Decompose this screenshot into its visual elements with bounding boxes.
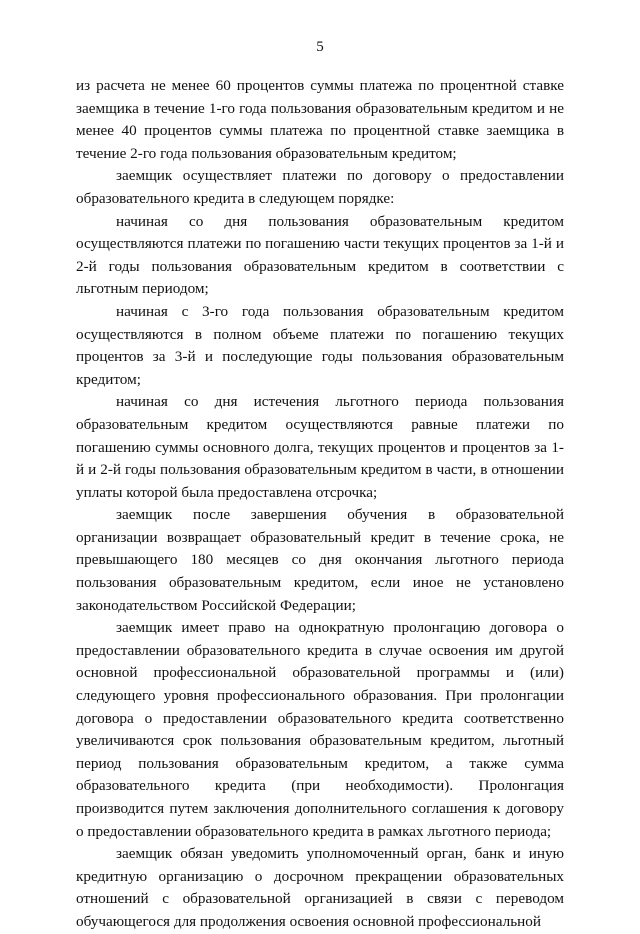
paragraph-6: заемщик после завершения обучения в образовательной организации возвращает образовательный кредит в течение срока, не превышающего 180 месяцев со дня окончания льготного периода пользования образовательным кредитом, если иное не установлено законодательством Российской Федерации; — [76, 506, 564, 614]
paragraph-7: заемщик имеет право на однократную пролонгацию договора о предоставлении образовательного кредита в случае освоения им другой основной профессиональной образовательной программы и (или) следующего уровня профессионального образования. При пролонгации договора о предоставлении образовательного кредита соответственно увеличиваются срок пользования образовательным кредитом, льготный период пользования образовательным кредитом, а также сумма образовательного кредита (при необходимости). Пролонгация производится путем заключения дополнительного соглашения к договору о предоставлении образовательного кредита в рамках льготного периода; — [76, 619, 564, 840]
page-number: 5 — [316, 39, 324, 55]
document-body — [76, 75, 564, 934]
paragraph-1: из расчета не менее 60 процентов суммы платежа по процентной ставке заемщика в течение 1-го года пользования образовательным кредитом и не менее 40 процентов суммы платежа по процентной ставке заемщика в течение 2-го года пользования образовательным кредитом; — [76, 77, 564, 162]
paragraph-4: начиная с 3-го года пользования образовательным кредитом осуществляются в полном объеме платежи по погашению текущих процентов за 3-й и последующие годы пользования образовательным кредитом; — [76, 302, 564, 388]
paragraph-3: начиная со дня пользования образовательным кредитом осуществляются платежи по погашению части текущих процентов за 1-й и 2-й годы пользования образовательным кредитом в соответствии с льготным периодом; — [76, 212, 564, 298]
paragraph-5: начиная со дня истечения льготного периода пользования образовательным кредитом осуществляются равные платежи по погашению суммы основного долга, текущих процентов и процентов за 1-й и 2-й годы пользования образовательным кредитом в части, в отношении уплаты которой была предоставлена отсрочка; — [76, 393, 564, 501]
paragraph-8: заемщик обязан уведомить уполномоченный орган, банк и иную кредитную организацию о досрочном прекращении образовательных отношений с образовательной организацией в связи с переводом обучающегося для продолжения освоения основной профессиональной — [76, 845, 564, 930]
paragraph-2: заемщик осуществляет платежи по договору о предоставлении образовательного кредита в следующем порядке: — [76, 167, 564, 207]
